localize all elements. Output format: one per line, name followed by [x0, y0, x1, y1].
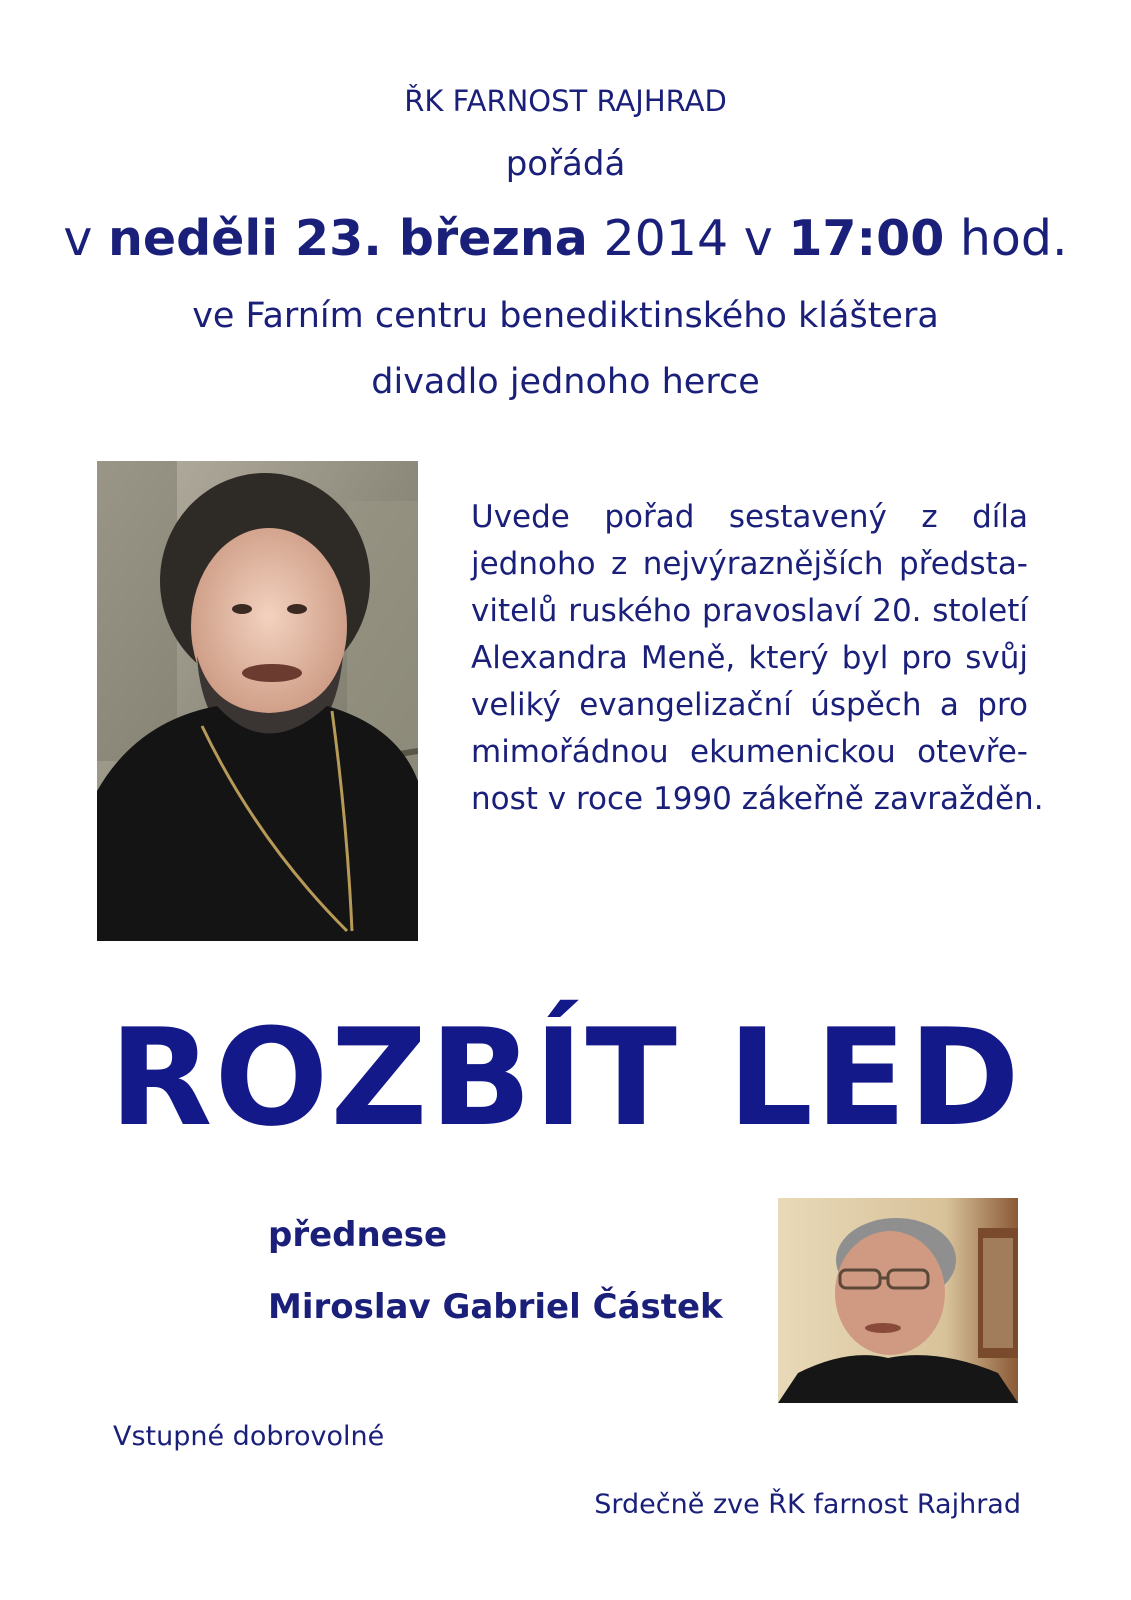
event-genre: divadlo jednoho herce	[371, 362, 760, 402]
event-time: 17:00	[788, 210, 945, 267]
description-line: jednoho z nejvýraznějších předsta-	[471, 546, 1028, 582]
description-line: nost v roce 1990 zákeřně zavražděn.	[471, 781, 1044, 817]
event-venue: ve Farním centru benediktinského kláštera	[192, 296, 939, 336]
event-description	[471, 494, 1044, 823]
description-line: vitelů ruského pravoslaví 20. století	[471, 593, 1028, 629]
description-line: mimořádnou ekumenickou otevře-	[471, 734, 1028, 770]
description-line: veliký evangelizační úspěch a pro	[471, 687, 1028, 723]
description-line: Alexandra Meně, který byl pro svůj	[471, 640, 1028, 676]
time-suffix: hod.	[944, 210, 1068, 267]
event-year: 2014 v	[587, 210, 789, 267]
portrait-photo-alexandr-men	[97, 461, 418, 941]
portrait-photo-performer	[778, 1198, 1018, 1403]
event-datetime	[0, 210, 1131, 267]
invitation-note: Srdečně zve ŘK farnost Rajhrad	[594, 1489, 1021, 1520]
organizer-line: ŘK FARNOST RAJHRAD	[404, 84, 727, 118]
presents-line: pořádá	[505, 144, 626, 184]
performer-label: přednese	[268, 1215, 448, 1255]
show-title: ROZBÍT LED	[109, 1000, 1022, 1156]
admission-note: Vstupné dobrovolné	[113, 1421, 385, 1452]
date-prefix: v	[63, 210, 108, 267]
performer-name: Miroslav Gabriel Částek	[268, 1287, 723, 1327]
event-date: neděli 23. března	[107, 210, 588, 267]
description-line: Uvede pořad sestavený z díla	[471, 499, 1028, 535]
